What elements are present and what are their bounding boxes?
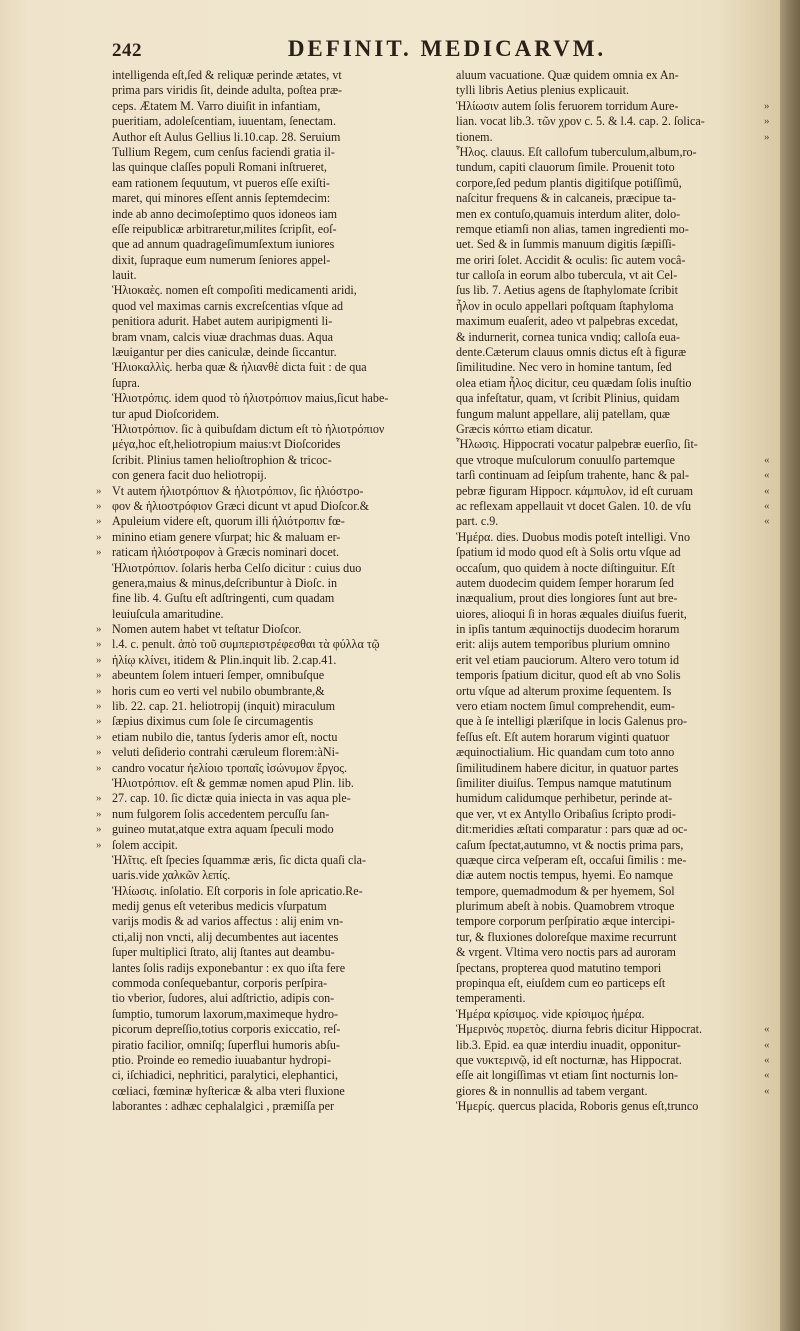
- quote-mark: [96, 68, 110, 83]
- text-line: Ἧλωσις. Hippocrati vocatur palpebræ euerſio, ſit-: [456, 437, 698, 452]
- text-line: Ἡλίωσις. inſolatio. Eſt corporis in ſole apricatio.Re-: [112, 883, 363, 898]
- quote-mark: »: [96, 823, 102, 836]
- quote-mark: [96, 945, 110, 960]
- quote-mark: [96, 283, 110, 298]
- text-line: caſum ſpectat,autumno, vt & noctis prima pars,: [456, 837, 684, 852]
- text-line: Nomen autem habet vt teſtatur Dioſcor.: [112, 622, 302, 637]
- quote-mark: [764, 530, 778, 545]
- right-text-column: [456, 68, 772, 1115]
- quote-mark: [96, 591, 110, 606]
- quote-mark: [764, 1007, 778, 1022]
- text-line: veluti deſiderio contrahi cæruleum florem:àNi-: [112, 745, 340, 760]
- quote-mark: »: [96, 638, 102, 651]
- text-line: con genera facit duo heliotropij.: [112, 468, 267, 483]
- running-title: DEFINIT. MEDICARVM.: [287, 36, 607, 61]
- text-line: Ἡμέρα. dies. Duobus modis poteſt intelligi. Vno: [456, 529, 690, 544]
- quote-mark: [764, 822, 778, 837]
- text-line: tempore, quemadmodum & per hyemem, Sol: [456, 883, 675, 898]
- quote-mark: [764, 976, 778, 991]
- text-line: inde ab anno decimoſeptimo quos idoneos iam: [112, 206, 338, 221]
- quote-mark: «: [764, 453, 770, 466]
- text-line: eam rationem ſequutum, vt pueros eſſe exiſti-: [112, 175, 330, 190]
- quote-mark: [764, 776, 778, 791]
- text-line: lauit.: [112, 268, 137, 283]
- text-line: Ἡλῖτις. eſt ſpecies ſquammæ æris, ſic dicta quaſi cla-: [112, 852, 367, 867]
- text-line: quod vel maximas carnis excreſcentias vſque ad: [112, 298, 344, 313]
- quote-mark: [96, 914, 110, 929]
- text-line: num fulgorem ſolis accedentem percuſſu ſan-: [112, 806, 330, 821]
- quote-mark: [764, 914, 778, 929]
- text-line: Ἡμερίς. quercus placida, Roboris genus eſt,trunco: [456, 1099, 699, 1114]
- text-line: ceps. Ætatem M. Varro diuiſit in infantiam,: [112, 98, 321, 113]
- quote-mark: [764, 853, 778, 868]
- quote-mark: [764, 207, 778, 222]
- text-line: tempore corporum perſpiratio æque intercipi-: [456, 914, 675, 929]
- quote-mark: »: [764, 99, 770, 112]
- text-line: dixit, ſupraque eum numerum ſeniores appel-: [112, 252, 331, 267]
- text-line: tur apud Dioſcoridem.: [112, 406, 220, 421]
- quote-mark: »: [96, 653, 102, 666]
- text-line: men ex contuſo,quamuis interdum aliter, dolo-: [456, 206, 681, 221]
- text-line: erit vel etiam pauciorum. Altero vero totum id: [456, 652, 680, 667]
- quote-mark: »: [764, 130, 770, 143]
- quote-mark: [96, 391, 110, 406]
- text-line: que à ſe intelligi plæriſque in locis Galenus pro-: [456, 714, 688, 729]
- quote-mark: [764, 930, 778, 945]
- quote-mark: [764, 376, 778, 391]
- text-line: ortu vſque ad alterum proxime ſequentem. Is: [456, 683, 672, 698]
- quote-mark: «: [764, 515, 770, 528]
- text-line: lantes ſolis radijs exponebantur : ex quo iſta fere: [112, 960, 346, 975]
- quote-mark: [96, 376, 110, 391]
- text-line: Ἡλιοτρόπιον. eſt & gemmæ nomen apud Plin. lib.: [112, 775, 354, 790]
- text-line: Ἡλίωσιν autem ſolis feruorem torridum Aure-: [456, 98, 679, 113]
- quote-mark: [764, 807, 778, 822]
- text-line: bram vnam, calcis viuæ drachmas duas. Aqua: [112, 329, 333, 344]
- text-line: uiores, alioqui ſi in horas æquales diuiſus fuerit,: [456, 606, 687, 621]
- text-line: olea etiam ἧλος dicitur, ceu quædam ſolis inuſtio: [456, 375, 692, 390]
- text-line: varijs modis & ad varios affectus : alij enim vn-: [112, 914, 344, 929]
- text-line: lib.3. Epid. ea quæ interdiu inuadit, opponitur-: [456, 1037, 681, 1052]
- quote-mark: »: [96, 807, 102, 820]
- text-line: Ἡμέρα κρίσιμος. vide κρίσιμος ἡμέρα.: [456, 1006, 645, 1021]
- quote-mark: «: [764, 1023, 770, 1036]
- quote-mark: [96, 884, 110, 899]
- quote-mark: [764, 561, 778, 576]
- text-line: tylli libris Aetius plenius explicauit.: [456, 83, 629, 98]
- text-line: l.4. c. penult. ἀπὸ τοῦ συμπεριστρέφεσθαι τὰ φύλλα τῷ: [112, 637, 380, 652]
- text-line: ſus lib. 7. Aetius agens de ſtaphylomate ſcribit: [456, 283, 679, 298]
- text-line: ci, iſchiadici, nephritici, paralytici, elephantici,: [112, 1068, 338, 1083]
- text-line: & vrgent. Vltima vero noctis pars ad auroram: [456, 945, 676, 960]
- text-line: que νυκτερινῷ, id eſt nocturnæ, has Hippocrat.: [456, 1053, 682, 1067]
- quote-mark: »: [96, 499, 102, 512]
- quote-mark: »: [764, 115, 770, 128]
- quote-mark: [764, 160, 778, 175]
- text-line: leuiuſcula amaritudine.: [112, 606, 224, 621]
- text-line: pebræ figuram Hippocr. κάμπυλον, id eſt curuam: [456, 483, 694, 498]
- text-line: cti,alij non vncti, alij decumbentes aut iacentes: [112, 929, 339, 944]
- quote-mark: [764, 730, 778, 745]
- quote-mark: [764, 714, 778, 729]
- quote-mark: »: [96, 546, 102, 559]
- text-line: eſſe ait longiſſimas vt etiam ſint nocturnis lon-: [456, 1068, 679, 1083]
- text-line: Tullium Regem, cum cenſus faciendi gratia il-: [112, 144, 335, 159]
- text-line: corpore,ſed pedum plantis digitiſque potiſſimû,: [456, 175, 682, 190]
- text-line: occaſum, quo quidem à nocte diſtinguitur. Eſt: [456, 560, 675, 575]
- text-line: Apuleium videre eſt, quorum illi ἡλιότροπιν fœ-: [112, 514, 345, 529]
- text-line: uet. Sed & in ſummis manuum digitis ſæpiſſi-: [456, 237, 676, 252]
- page-number: 242: [112, 40, 142, 61]
- text-line: plurimum abeſt à nobis. Quamobrem vtroque: [456, 899, 675, 914]
- text-line: ſcribit. Plinius tamen helioſtrophion & tricoc-: [112, 452, 332, 467]
- text-line: me oriri ſolet. Accidit & oculis: ſic autem vocâ-: [456, 252, 686, 267]
- text-line: ſolem accipit.: [112, 837, 178, 852]
- quote-mark: [96, 561, 110, 576]
- quote-mark: »: [96, 684, 102, 697]
- text-line: μέγα,hoc eſt,heliotropium maius:vt Dioſcorides: [112, 437, 341, 452]
- quote-mark: [96, 1038, 110, 1053]
- quote-mark: [96, 853, 110, 868]
- quote-mark: [96, 145, 110, 160]
- quote-mark: [764, 761, 778, 776]
- page-header: [112, 36, 732, 66]
- quote-mark: [96, 345, 110, 360]
- quote-mark: »: [96, 530, 102, 543]
- text-line: prima pars viridis ſit, deinde adulta, poſtea præ-: [112, 83, 343, 98]
- quote-mark: [96, 899, 110, 914]
- quote-mark: [96, 360, 110, 375]
- text-line: maximum euaſerit, adeo vt palpebras excedat,: [456, 314, 678, 329]
- quote-mark: [96, 314, 110, 329]
- quote-mark: [764, 991, 778, 1006]
- quote-mark: [764, 237, 778, 252]
- text-line: ſpatium id modo quod eſt à Solis ortu vſque ad: [456, 545, 681, 560]
- quote-mark: [764, 745, 778, 760]
- quote-mark: [764, 576, 778, 591]
- text-line: ſupra.: [112, 375, 140, 390]
- quote-mark: [96, 330, 110, 345]
- text-line: ſimilitudine. Nec vero in homine tantum, ſed: [456, 360, 672, 375]
- quote-mark: [96, 176, 110, 191]
- quote-mark: [764, 622, 778, 637]
- text-line: genera,maius & minus,deſcribuntur à Dioſc. in: [112, 575, 338, 590]
- text-line: lian. vocat lib.3. τῶν χρον c. 5. & l.4. cap. 2. ſolica-: [456, 114, 705, 129]
- text-line: cœliaci, fœminæ hyſtericæ & alba vteri fluxione: [112, 1083, 345, 1098]
- text-line: tarſi continuam ad ſeipſum trahente, hanc & pal-: [456, 468, 690, 483]
- left-margin-quote-marks: [96, 68, 110, 1115]
- text-line: quæque circa veſperam eſt, occaſui ſimilis : me-: [456, 852, 687, 867]
- quote-mark: [764, 407, 778, 422]
- text-line: Ἡλιοτρόπιον. ſolaris herba Celſo dicitur : cuius duo: [112, 560, 362, 575]
- text-line: ptio. Proinde eo remedio iuuabantur hydropi-: [112, 1053, 331, 1067]
- text-line: aluum vacuatione. Quæ quidem omnia ex An-: [456, 68, 679, 82]
- quote-mark: [96, 422, 110, 437]
- quote-mark: [764, 268, 778, 283]
- quote-mark: «: [764, 484, 770, 497]
- quote-mark: [96, 237, 110, 252]
- quote-mark: [96, 207, 110, 222]
- quote-mark: [96, 130, 110, 145]
- text-line: inæqualium, prout dies longiores ſunt aut bre-: [456, 591, 678, 606]
- text-line: etiam nubilo die, tantus ſyderis amor eſt, noctu: [112, 729, 338, 744]
- quote-mark: [764, 222, 778, 237]
- quote-mark: [96, 160, 110, 175]
- quote-mark: [764, 422, 778, 437]
- page-edge-shadow: [780, 0, 800, 1331]
- quote-mark: «: [764, 1084, 770, 1097]
- text-line: Ἡλιοτρόπις. idem quod τὸ ἡλιοτρόπιον maius,ſicut habe-: [112, 391, 389, 406]
- quote-mark: [96, 1099, 110, 1114]
- quote-mark: »: [96, 792, 102, 805]
- quote-mark: «: [764, 469, 770, 482]
- quote-mark: [764, 637, 778, 652]
- quote-mark: [764, 330, 778, 345]
- text-line: dit:meridies æſtati comparatur : pars quæ ad oc-: [456, 822, 688, 837]
- text-line: ſpectans, propterea quod matutino tempori: [456, 960, 662, 975]
- text-line: autem duodecim quidem ſemper horarum ſed: [456, 575, 674, 590]
- quote-mark: [764, 437, 778, 452]
- quote-mark: [764, 668, 778, 683]
- text-line: tundum, capiti clauorum ſimile. Prouenit toto: [456, 160, 675, 175]
- text-line: abeuntem ſolem intueri ſemper, omnibuſque: [112, 668, 325, 683]
- text-line: læuigantur per dies caniculæ, deinde ſiccantur.: [112, 345, 337, 360]
- quote-mark: [764, 283, 778, 298]
- quote-mark: [764, 653, 778, 668]
- text-line: que vtroque muſculorum conuulſo partemque: [456, 452, 675, 467]
- quote-mark: [96, 868, 110, 883]
- text-line: Ἡλιοκαλλὶς. herba quæ & ἠλιανθὲ dicta fuit : de qua: [112, 360, 367, 375]
- text-line: ſuper multiplici ſtrato, alij ſtantes aut deambu-: [112, 945, 335, 960]
- quote-mark: »: [96, 669, 102, 682]
- quote-mark: [96, 1007, 110, 1022]
- quote-mark: [764, 945, 778, 960]
- text-line: pueritiam, adoleſcentiam, iuuentam, ſenectam.: [112, 114, 336, 129]
- quote-mark: [96, 299, 110, 314]
- quote-mark: [764, 391, 778, 406]
- text-line: φον & ἡλιοστρόφιον Græci dicunt vt apud Dioſcor.&: [112, 498, 370, 513]
- text-line: Ἧλος. clauus. Eſt callofum tuberculum,album,ro-: [456, 144, 697, 159]
- text-line: propinqua eſt, eiuſdem cum eo particeps eſt: [456, 976, 666, 991]
- left-text-column: [112, 68, 428, 1115]
- quote-mark: [764, 314, 778, 329]
- quote-mark: «: [764, 499, 770, 512]
- quote-mark: »: [96, 746, 102, 759]
- text-line: ἡλίῳ κλίνει, itidem & Plin.inquit lib. 2.cap.41.: [112, 652, 337, 667]
- text-line: ſimilitudinem habere dicitur, in quatuor partes: [456, 760, 679, 775]
- text-line: naſcitur frequens & in calcaneis, præcipue ta-: [456, 191, 676, 206]
- quote-mark: [764, 68, 778, 83]
- text-line: fungum malunt appellare, alij patellam, quæ: [456, 406, 670, 421]
- quote-mark: [96, 99, 110, 114]
- text-line: que ver, vt ex Antyllo Oribaſius ſcripto prodi-: [456, 806, 676, 821]
- text-line: Græcis κόπτω etiam dicatur.: [456, 421, 593, 436]
- quote-mark: [764, 145, 778, 160]
- quote-mark: »: [96, 484, 102, 497]
- quote-mark: »: [96, 761, 102, 774]
- text-line: minino etiam genere vſurpat; hic & maluam er-: [112, 529, 341, 544]
- quote-mark: »: [96, 730, 102, 743]
- quote-mark: [96, 114, 110, 129]
- text-line: Ἡλιοκαὲς. nomen eſt compoſiti medicamenti aridi,: [112, 283, 357, 298]
- quote-mark: [96, 191, 110, 206]
- quote-mark: [764, 684, 778, 699]
- quote-mark: [764, 899, 778, 914]
- text-line: remque etiamſi non alias, tamen ingredienti mo-: [456, 221, 689, 236]
- quote-mark: [764, 253, 778, 268]
- text-line: diæ autem noctis tempus, hyemi. Eo namque: [456, 868, 673, 883]
- quote-mark: [764, 838, 778, 853]
- quote-mark: [96, 576, 110, 591]
- text-line: feſſus eſt. Eſt autem horarum viginti quatuor: [456, 729, 670, 744]
- quote-mark: »: [96, 715, 102, 728]
- text-line: temperamenti.: [456, 991, 526, 1006]
- text-line: las quinque claſſes populi Romani inſtrueret,: [112, 160, 327, 175]
- quote-mark: [764, 191, 778, 206]
- text-line: ſimiliter diuiſus. Tempus namque matutinum: [456, 775, 672, 790]
- quote-mark: [96, 407, 110, 422]
- text-line: Vt autem ἡλιοτρόπιον & ἡλιοτρόπιον, ſic ἡλιόστρο-: [112, 483, 364, 498]
- quote-mark: »: [96, 838, 102, 851]
- quote-mark: [96, 437, 110, 452]
- quote-mark: [96, 991, 110, 1006]
- text-line: tio vberior, ſudores, alui adſtrictio, adipis con-: [112, 991, 335, 1006]
- text-line: ἧλον in oculo appellari poſtquam ſtaphyloma: [456, 298, 674, 313]
- text-line: medij genus eſt veteribus medicis vſurpatum: [112, 899, 327, 914]
- text-line: uaris.vide χαλκῶν λεπίς.: [112, 868, 231, 883]
- text-line: picorum depreſſio,totius corporis exiccatio, reſ-: [112, 1022, 341, 1037]
- quote-mark: [764, 176, 778, 191]
- quote-mark: «: [764, 1069, 770, 1082]
- text-line: Ἡλιοτρόπιον. ſic à quibuſdam dictum eſt τὸ ἡλιοτρόπιον: [112, 421, 385, 436]
- text-line: humidum calidumque perhibetur, perinde at-: [456, 791, 673, 806]
- quote-mark: [764, 961, 778, 976]
- text-line: ſæpius diximus cum ſole ſe circumagentis: [112, 714, 314, 729]
- quote-mark: [764, 299, 778, 314]
- text-line: tur, & fluxiones doloreſque maxime recurrunt: [456, 929, 677, 944]
- quote-mark: [764, 345, 778, 360]
- quote-mark: [764, 607, 778, 622]
- text-line: laborantes : adhæc cephalalgici , præmiſſa per: [112, 1099, 334, 1114]
- text-line: temporis ſpatium dicitur, quod eſt ab vno Solis: [456, 668, 681, 683]
- text-line: in ipſis tantum æquinoctijs duodecim horarum: [456, 622, 680, 637]
- text-line: piratio facilior, omniſq; ſuperflui humoris abſu-: [112, 1037, 340, 1052]
- quote-mark: [764, 83, 778, 98]
- text-line: giores & in nonnullis ad tabem vergant.: [456, 1083, 648, 1098]
- quote-mark: [764, 545, 778, 560]
- text-line: intelligenda eſt,ſed & reliquæ perinde ætates, vt: [112, 68, 342, 82]
- text-line: æquinoctialium. Hic quandam cum toto anno: [456, 745, 675, 760]
- quote-mark: »: [96, 515, 102, 528]
- quote-mark: [96, 961, 110, 976]
- quote-mark: [764, 884, 778, 899]
- quote-mark: [764, 791, 778, 806]
- text-line: 27. cap. 10. ſic dictæ quia iniecta in vas aqua ple-: [112, 791, 351, 806]
- text-line: candro vocatur ἠελίοιο τροπαῖς ἰσώνυμον ἔργος.: [112, 760, 348, 775]
- quote-mark: [96, 976, 110, 991]
- text-line: commoda conſequebantur, corporis perſpira-: [112, 976, 328, 991]
- quote-mark: [96, 468, 110, 483]
- text-line: erit: alijs autem temporibus plurium omnino: [456, 637, 670, 652]
- text-line: ſumptio, tumorum laxorum,maximeque hydro-: [112, 1006, 339, 1021]
- quote-mark: [764, 360, 778, 375]
- quote-mark: [96, 1022, 110, 1037]
- quote-mark: «: [764, 1038, 770, 1051]
- text-line: fine lib. 4. Guſtu eſt adſtringenti, cum quadam: [112, 591, 335, 606]
- quote-mark: [764, 699, 778, 714]
- quote-mark: [96, 1084, 110, 1099]
- text-line: part. c.9.: [456, 514, 499, 529]
- quote-mark: «: [764, 1054, 770, 1066]
- quote-mark: [96, 1068, 110, 1083]
- text-line: que ad annum quadrageſimumſextum iuniores: [112, 237, 335, 252]
- text-line: tionem.: [456, 129, 493, 144]
- quote-mark: »: [96, 623, 102, 636]
- quote-mark: »: [96, 700, 102, 713]
- quote-mark: [96, 930, 110, 945]
- text-line: tur calloſa in eorum albo tubercula, vt ait Cel-: [456, 268, 678, 283]
- text-line: dente.Cæterum clauus omnis dictus eſt à figuræ: [456, 345, 687, 360]
- quote-mark: [96, 268, 110, 283]
- right-margin-quote-marks: [764, 68, 778, 1099]
- quote-mark: [96, 83, 110, 98]
- text-line: penitiora adurit. Habet autem auripigmenti li-: [112, 314, 333, 329]
- text-line: & indurnerit, cornea tunica vndiq; calloſa eua-: [456, 329, 680, 344]
- text-line: maret, qui minores eſſent annis ſeptemdecim:: [112, 191, 331, 206]
- quote-mark: [96, 607, 110, 622]
- quote-mark: [96, 776, 110, 791]
- quote-mark: [96, 253, 110, 268]
- text-line: ac reflexam appellauit vt docet Galen. 10. de vſu: [456, 498, 692, 513]
- text-line: lib. 22. cap. 21. heliotropij (inquit) miraculum: [112, 699, 336, 714]
- text-line: horis cum eo verti vel nubilo obumbrante,&: [112, 683, 325, 698]
- text-line: qua infeſtatur, quam, vt ſcribit Plinius, quidam: [456, 391, 680, 406]
- text-line: Author eſt Aulus Gellius li.10.cap. 28. Seruium: [112, 129, 341, 144]
- quote-mark: [764, 868, 778, 883]
- quote-mark: [96, 222, 110, 237]
- text-line: guineo mutat,atque extra aquam ſpeculi modo: [112, 822, 334, 837]
- text-line: eſſe reipublicæ arbitraretur,milites ſcripſit, eoſ-: [112, 221, 337, 236]
- quote-mark: [96, 1053, 110, 1068]
- quote-mark: [96, 453, 110, 468]
- text-line: raticam ἡλιόστροφον à Græcis nominari docet.: [112, 545, 340, 560]
- text-line: Ἡμερινὸς πυρετὸς. diurna febris dicitur Hippocrat.: [456, 1022, 702, 1037]
- quote-mark: [764, 591, 778, 606]
- text-line: vero etiam noctem ſimul comprehendit, eum-: [456, 699, 675, 714]
